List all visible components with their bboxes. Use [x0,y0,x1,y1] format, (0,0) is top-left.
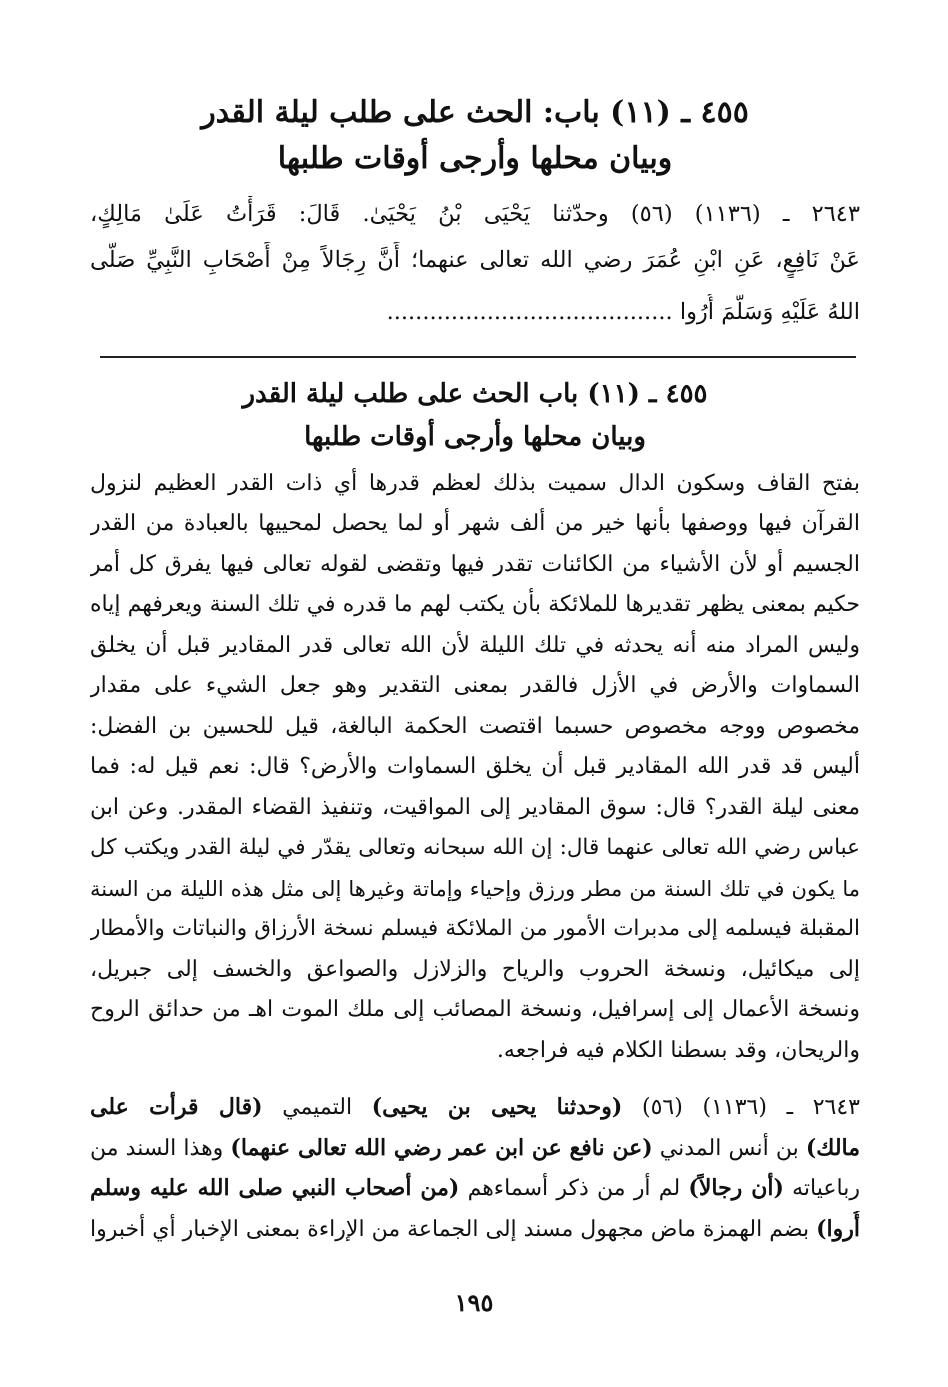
quoted-text: (قال قرأت على [90,1094,263,1120]
hadith-line: عَنْ نَافِعٍ، عَنِ ابْنِ عُمَرَ رضي الله تعالى عنهما؛ أَنَّ رِجَالاً مِنْ أَصْحَابِ النَّبِيِّ صَلَّى [90,247,860,273]
section-divider [100,356,856,358]
commentary-line [90,1211,860,1248]
commentary-line: أليس قد قدر الله المقادير قبل أن يخلق السماوات والأرض؟ قال: نعم قيل له: فما [90,754,860,779]
commentary-line [90,1170,860,1207]
commentary-line: حكيم بمعنى يظهر تقديرها للملائكة بأن يكتب لهم ما قدره في تلك السنة ويعرفهم إياه [90,592,860,617]
quoted-text: (عن نافع عن ابن عمر رضي الله تعالى عنهما) [230,1135,653,1161]
quoted-text: أُروا) [816,1216,860,1242]
commentary-line: السماوات والأرض في الأزل فالقدر بمعنى التقدير وهو جعل الشيء على مقدار [90,673,860,698]
commentary-chapter-subtitle: وبيان محلها وأرجى أوقات طلبها [304,422,646,452]
plain-text: رباعياته [783,1176,860,1201]
hadith-line-text: اللهُ عَلَيْهِ وَسَلَّمَ أُرُوا [679,299,860,325]
hadith-line [90,294,860,330]
commentary-line: إلى ميكائيل، ونسخة الحروب والرياح والزلازل والصواعق والخسف إلى جبريل، [90,957,860,982]
commentary-line: وليس المراد منه أنه يحدثه في تلك الليلة لأن الله تعالى قدر المقادير قبل أن يخلق [90,633,860,658]
hadith-number: ٢٦٤٣ ـ (١١٣٦) (٥٦) [622,1095,860,1120]
commentary-line [90,1089,860,1126]
commentary-chapter-title: ٤٥٥ ـ (١١) باب الحث على طلب ليلة القدر [242,379,708,409]
quoted-text: (أن رجالاً) [688,1175,784,1201]
commentary-line: عباس رضي الله تعالى عنهما قال: إن الله سبحانه وتعالى يقدّر في ليلة القدر ويكتب كل [90,835,860,860]
plain-text: وهذا السند من [90,1136,231,1161]
plain-text: لم أر من ذكر أسماءهم [459,1176,689,1201]
top-chapter-subtitle: وبيان محلها وأرجى أوقات طلبها [277,141,673,176]
commentary-line: المقبلة فيسلمه إلى مدبرات الأمور من الملائكة فيسلم نسخة الأرزاق والنباتات والأمطار [90,916,860,941]
commentary-line: معنى ليلة القدر؟ قال: سوق المقادير إلى المواقيت، وتنفيذ القضاء المقدر. وعن ابن [90,795,860,820]
commentary-line: بفتح القاف وسكون الدال سميت بذلك لعظم قدرها أي ذات القدر العظيم لنزول [90,471,860,496]
quoted-text: (وحدثنا يحيى بن يحيى) [371,1094,623,1120]
commentary-line: ونسخة الأعمال إلى إسرافيل، ونسخة المصائب إلى ملك الموت اهـ من حدائق الروح [90,997,860,1022]
plain-text: بن أنس المدني [652,1136,806,1161]
commentary-line: مخصوص ووجه مخصوص حسبما اقتصت الحكمة البالغة، قيل للحسين بن الفضل: [90,714,860,739]
quoted-text: (من أصحاب النبي صلى الله عليه وسلم [90,1175,460,1201]
plain-text: بضم الهمزة ماض مجهول مسند إلى الجماعة من الإراءة بمعنى الإخبار أي أخبروا [90,1217,817,1242]
commentary-line: ما يكون في تلك السنة من مطر ورزق وإحياء وإماتة وغيرها إلى مثل هذه الليلة من السنة [90,877,860,901]
top-chapter-title: ٤٥٥ ـ (١١) باب: الحث على طلب ليلة القدر [201,95,749,130]
commentary-line: والريحان، وقد بسطنا الكلام فيه فراجعه. [496,1038,860,1063]
plain-text: التميمي [262,1095,372,1120]
commentary-line: الجسيم أو لأن الأشياء من الكائنات تقدر فيها وتقضى لقوله تعالى فيها يفرق كل أمر [90,552,860,577]
ellipsis-dots: ........................................ [386,299,673,325]
page-number: ١٩٥ [454,1288,494,1317]
commentary-line [90,1130,860,1167]
commentary-line: القرآن فيها ووصفها بأنها خير من ألف شهر أو لما يحصل لمحييها بالعبادة من القدر [90,511,860,536]
hadith-line: ٢٦٤٣ ـ (١١٣٦) (٥٦) وحدّثنا يَحْيَى بْنُ يَحْيَىٰ. قَالَ: قَرَأْتُ عَلَىٰ مَالِكٍ، [90,201,860,227]
quoted-text: مالك) [805,1135,860,1161]
